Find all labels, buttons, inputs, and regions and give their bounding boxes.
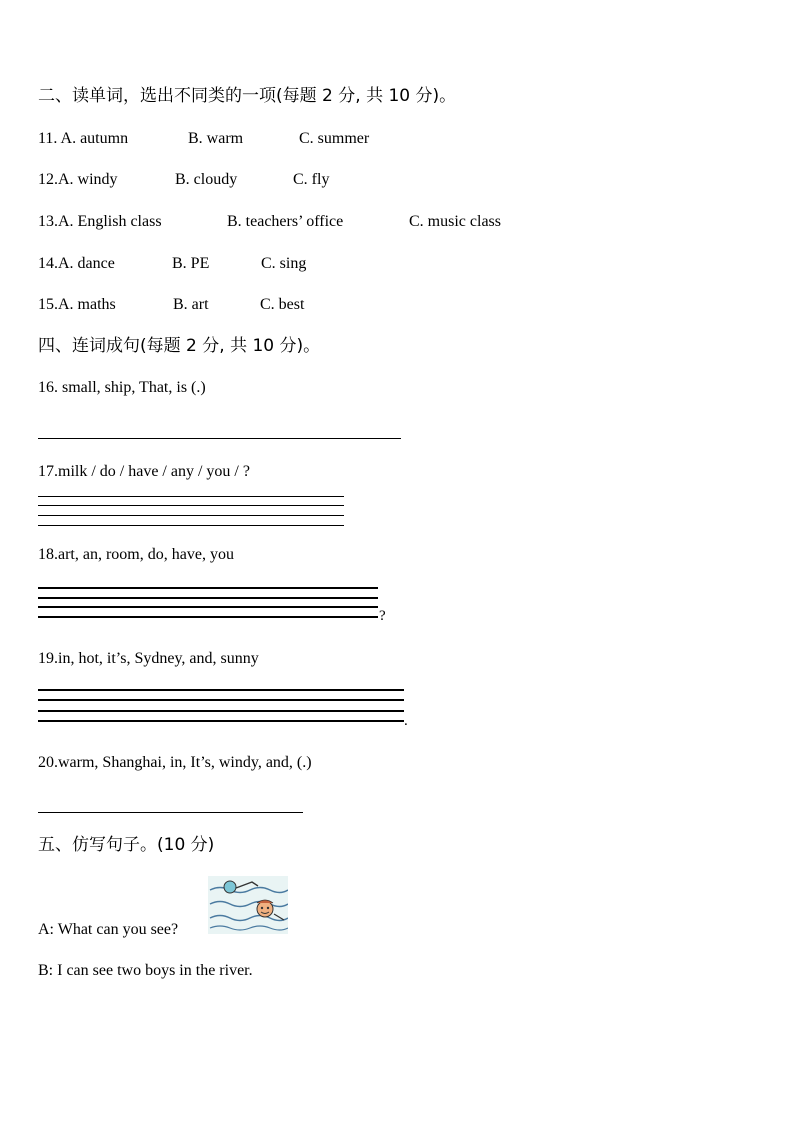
- answer-line-18b[interactable]: [38, 597, 378, 599]
- question-text: . small, ship, That, is (.): [54, 379, 206, 396]
- option-b: B. teachers’ office: [227, 213, 344, 230]
- answer-line-18c[interactable]: [38, 606, 378, 608]
- option-a: .A. English class: [54, 213, 162, 230]
- answer-line-17c[interactable]: [38, 515, 344, 516]
- question-14: [38, 254, 307, 274]
- option-c: C. summer: [299, 130, 370, 147]
- question-13: [38, 212, 501, 232]
- answer-line-17d[interactable]: [38, 525, 344, 526]
- question-text: .in, hot, it’s, Sydney, and, sunny: [54, 650, 259, 667]
- option-a: .A. windy: [54, 171, 118, 188]
- option-c: C. fly: [293, 171, 330, 188]
- question-18: [38, 545, 234, 565]
- answer-line-18a[interactable]: [38, 587, 378, 589]
- option-b: B. art: [173, 296, 209, 313]
- question-number: 15: [38, 296, 54, 313]
- answer-line-19b[interactable]: [38, 699, 404, 701]
- question-number: 19: [38, 650, 54, 667]
- question-11: [38, 129, 370, 149]
- answer-line-17b[interactable]: [38, 505, 344, 506]
- end-punctuation-18: ?: [379, 608, 386, 624]
- question-12: [38, 170, 330, 190]
- option-b: B. warm: [188, 130, 244, 147]
- question-number: 12: [38, 171, 54, 188]
- option-b: B. PE: [172, 255, 210, 272]
- question-number: 17: [38, 463, 54, 480]
- question-19: [38, 649, 259, 669]
- answer-line-19d[interactable]: [38, 720, 404, 722]
- question-number: 16: [38, 379, 54, 396]
- question-15: [38, 295, 305, 315]
- option-b: B. cloudy: [175, 171, 238, 188]
- end-punctuation-19: .: [404, 713, 408, 729]
- option-c: C. best: [260, 296, 305, 313]
- dialogue-line-a: A: What can you see?: [38, 921, 179, 938]
- answer-line-17a[interactable]: [38, 496, 344, 497]
- question-text: .art, an, room, do, have, you: [54, 546, 234, 563]
- question-number: 13: [38, 213, 54, 230]
- option-c: C. sing: [261, 255, 307, 272]
- section2-title: 二、读单词，选出不同类的一项(每题 2 分, 共 10 分)。: [38, 86, 457, 106]
- question-number: 14: [38, 255, 54, 272]
- question-17: [38, 462, 250, 482]
- swimming-boys-icon: [208, 876, 288, 934]
- question-text: .milk / do / have / any / you / ?: [54, 463, 250, 480]
- question-text: .warm, Shanghai, in, It’s, windy, and, (.): [54, 754, 312, 771]
- question-20: [38, 753, 312, 773]
- section4-title: 四、连词成句(每题 2 分, 共 10 分)。: [38, 336, 321, 356]
- answer-line-19a[interactable]: [38, 689, 404, 691]
- answer-line-20[interactable]: [38, 812, 303, 813]
- question-number: 11: [38, 130, 54, 147]
- dialogue-line-b: B: I can see two boys in the river.: [38, 962, 253, 979]
- question-number: 18: [38, 546, 54, 563]
- answer-line-19c[interactable]: [38, 710, 404, 712]
- answer-line-18d[interactable]: [38, 616, 378, 618]
- section5-title: 五、仿写句子。(10 分): [38, 835, 215, 855]
- option-a: .A. maths: [54, 296, 116, 313]
- question-number: 20: [38, 754, 54, 771]
- option-c: C. music class: [409, 213, 501, 230]
- question-16: [38, 378, 206, 398]
- option-a: .A. dance: [54, 255, 115, 272]
- option-a: . A. autumn: [53, 130, 129, 147]
- answer-line-16[interactable]: [38, 438, 401, 439]
